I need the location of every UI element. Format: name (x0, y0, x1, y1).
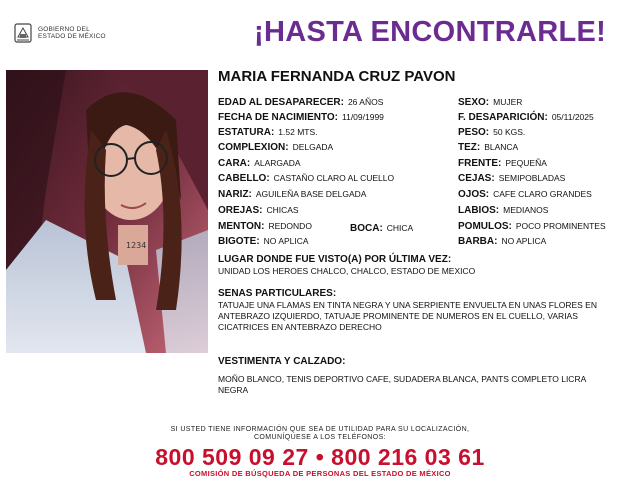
field-estatura-value: 1.52 MTS. (278, 127, 318, 137)
person-name: MARIA FERNANDA CRUZ PAVON (218, 68, 456, 85)
field-sexo-value: MUJER (493, 97, 523, 107)
field-cara-label: CARA: (218, 158, 251, 169)
field-boca (350, 222, 413, 235)
senas-value: TATUAJE UNA FLAMAS EN TINTA NEGRA Y UNA SERPIENTE ENVUELTA EN UNAS FLORES EN ANTEBRAZO IZQUIERDO, TATUAJE PROMINENTE DE NUMEROS EN EL CUELLO, VARIAS CICATRICES EN ANTEBRAZO DERECHO (218, 300, 597, 332)
field-frente-value: PEQUEÑA (505, 158, 547, 168)
field-pomulos (458, 220, 606, 233)
field-nariz-value: AGUILEÑA BASE DELGADA (255, 189, 367, 199)
government-logo (12, 22, 106, 44)
field-menton-value: REDONDO (268, 221, 312, 231)
field-frente-label: FRENTE: (458, 158, 502, 169)
field-edad (218, 96, 383, 109)
contact-line-2: COMUNÍQUESE A LOS TELÉFONOS: (253, 434, 387, 441)
field-ojos-label: OJOS: (458, 189, 490, 200)
vestimenta-label: VESTIMENTA Y CALZADO: (218, 356, 346, 367)
field-fecha-nacimiento (218, 111, 384, 124)
field-boca-value: CHICA (386, 223, 414, 233)
field-barba-label: BARBA: (458, 236, 498, 247)
vestimenta-value: MOÑO BLANCO, TENIS DEPORTIVO CAFE, SUDADERA BLANCA, PANTS COMPLETO LICRA NEGRA (218, 374, 586, 395)
field-fecha-nacimiento-label: FECHA DE NACIMIENTO: (218, 112, 338, 123)
field-orejas-value: CHICAS (266, 205, 299, 215)
field-fecha-desaparicion-label: F. DESAPARICIÓN: (458, 112, 548, 123)
field-edad-value: 26 AÑOS (347, 97, 384, 107)
phone-numbers: 800 509 09 27 • 800 216 03 61 (155, 444, 485, 470)
field-frente (458, 157, 547, 170)
field-sexo-label: SEXO: (458, 97, 490, 108)
field-menton (218, 220, 312, 233)
field-barba (458, 235, 546, 248)
field-complexion-value: DELGADA (292, 142, 334, 152)
field-barba-value: NO APLICA (501, 236, 547, 246)
field-bigote-value: NO APLICA (263, 236, 309, 246)
field-complexion-label: COMPLEXION: (218, 142, 289, 153)
field-cejas (458, 172, 565, 185)
field-cejas-value: SEMIPOBLADAS (498, 173, 566, 183)
field-tez-value: BLANCA (484, 142, 519, 152)
field-labios (458, 204, 548, 217)
field-sexo (458, 96, 522, 109)
field-tez (458, 141, 518, 154)
missing-person-photo (6, 70, 208, 353)
senas-label: SENAS PARTICULARES: (218, 288, 337, 299)
field-tez-label: TEZ: (458, 142, 481, 153)
lugar-label: LUGAR DONDE FUE VISTO(A) POR ÚLTIMA VEZ: (218, 254, 452, 265)
field-estatura (218, 126, 318, 139)
field-pomulos-value: POCO PROMINENTES (515, 221, 606, 231)
svg-text:1234: 1234 (126, 241, 147, 250)
field-cara (218, 157, 301, 170)
contact-line-1: SI USTED TIENE INFORMACIÓN QUE SEA DE UTILIDAD PARA SU LOCALIZACIÓN, (170, 426, 470, 433)
field-nariz-label: NARIZ: (218, 189, 252, 200)
field-bigote (218, 235, 309, 248)
field-ojos-value: CAFE CLARO GRANDES (493, 189, 592, 199)
field-orejas (218, 204, 299, 217)
field-labios-label: LABIOS: (458, 205, 500, 216)
field-complexion (218, 141, 333, 154)
field-edad-label: EDAD AL DESAPARECER: (218, 97, 344, 108)
field-labios-value: MEDIANOS (503, 205, 549, 215)
field-boca-label: BOCA: (350, 223, 383, 234)
field-orejas-label: OREJAS: (218, 205, 263, 216)
field-fecha-desaparicion-value: 05/11/2025 (551, 112, 594, 122)
logo-text-line1: GOBIERNO DEL (38, 26, 90, 33)
field-menton-label: MENTON: (218, 221, 265, 232)
logo-text-line2: ESTADO DE MÉXICO (38, 33, 106, 40)
footer-commission: COMISIÓN DE BÚSQUEDA DE PERSONAS DEL ESTADO DE MÉXICO (189, 469, 451, 478)
field-bigote-label: BIGOTE: (218, 236, 260, 247)
field-cabello-value: CASTAÑO CLARO AL CUELLO (273, 173, 395, 183)
field-nariz (218, 188, 366, 201)
field-cara-value: ALARGADA (254, 158, 301, 168)
field-pomulos-label: POMULOS: (458, 221, 512, 232)
lugar-value: UNIDAD LOS HEROES CHALCO, CHALCO, ESTADO DE MEXICO (218, 266, 476, 276)
field-fecha-nacimiento-value: 11/09/1999 (342, 112, 384, 122)
field-peso (458, 126, 525, 139)
state-seal-icon (12, 22, 34, 44)
field-ojos (458, 188, 592, 201)
field-peso-value: 50 KGS. (493, 127, 526, 137)
field-fecha-desaparicion (458, 111, 594, 124)
field-cabello (218, 172, 394, 185)
field-cejas-label: CEJAS: (458, 173, 495, 184)
field-estatura-label: ESTATURA: (218, 127, 275, 138)
field-peso-label: PESO: (458, 127, 490, 138)
headline: ¡HASTA ENCONTRARLE! (254, 16, 607, 48)
field-cabello-label: CABELLO: (218, 173, 270, 184)
